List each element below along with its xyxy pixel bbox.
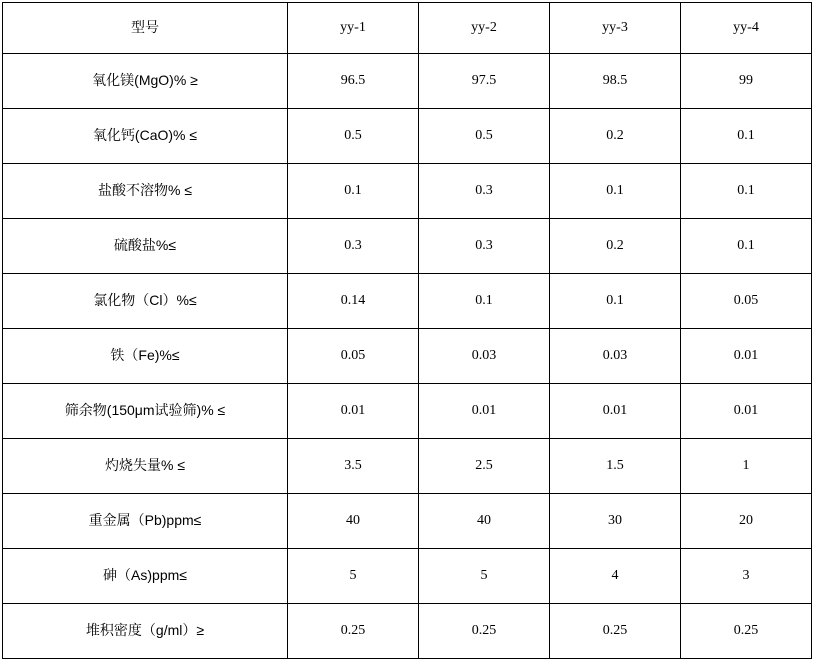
row-value: 0.1 — [681, 219, 812, 274]
row-value: 0.3 — [419, 219, 550, 274]
row-value: 0.1 — [288, 164, 419, 219]
row-label: 盐酸不溶物% ≤ — [3, 164, 288, 219]
table-row — [3, 219, 812, 274]
row-value: 3.5 — [288, 439, 419, 494]
row-value: 98.5 — [550, 54, 681, 109]
header-model-2: yy-2 — [419, 3, 550, 54]
row-label: 砷（As)ppm≤ — [3, 549, 288, 604]
row-label: 重金属（Pb)ppm≤ — [3, 494, 288, 549]
row-value: 99 — [681, 54, 812, 109]
row-value: 0.3 — [419, 164, 550, 219]
row-value: 0.1 — [681, 109, 812, 164]
row-value: 0.01 — [681, 384, 812, 439]
row-value: 40 — [419, 494, 550, 549]
row-value: 0.3 — [288, 219, 419, 274]
row-label: 筛余物(150μm试验筛)% ≤ — [3, 384, 288, 439]
row-value: 5 — [288, 549, 419, 604]
row-value: 97.5 — [419, 54, 550, 109]
row-label: 氧化钙(CaO)% ≤ — [3, 109, 288, 164]
row-value: 0.01 — [288, 384, 419, 439]
row-label: 氧化镁(MgO)% ≥ — [3, 54, 288, 109]
row-value: 0.25 — [419, 604, 550, 659]
table-row — [3, 604, 812, 659]
row-label: 硫酸盐%≤ — [3, 219, 288, 274]
row-value: 1.5 — [550, 439, 681, 494]
header-model-4: yy-4 — [681, 3, 812, 54]
row-value: 3 — [681, 549, 812, 604]
row-value: 0.01 — [681, 329, 812, 384]
table-row — [3, 549, 812, 604]
table-row — [3, 164, 812, 219]
row-value: 0.2 — [550, 109, 681, 164]
table-row — [3, 384, 812, 439]
row-value: 0.25 — [288, 604, 419, 659]
row-value: 0.01 — [419, 384, 550, 439]
table-row — [3, 329, 812, 384]
row-value: 0.25 — [681, 604, 812, 659]
table-header-row — [3, 3, 812, 54]
row-value: 0.05 — [288, 329, 419, 384]
row-value: 40 — [288, 494, 419, 549]
row-value: 30 — [550, 494, 681, 549]
row-value: 0.05 — [681, 274, 812, 329]
row-value: 0.14 — [288, 274, 419, 329]
table-row — [3, 494, 812, 549]
row-value: 96.5 — [288, 54, 419, 109]
header-model-1: yy-1 — [288, 3, 419, 54]
row-value: 4 — [550, 549, 681, 604]
row-label: 氯化物（Cl）%≤ — [3, 274, 288, 329]
row-value: 0.1 — [550, 164, 681, 219]
specification-table — [2, 2, 812, 659]
table-row — [3, 439, 812, 494]
row-value: 5 — [419, 549, 550, 604]
row-value: 0.2 — [550, 219, 681, 274]
row-value: 0.25 — [550, 604, 681, 659]
row-value: 0.1 — [550, 274, 681, 329]
header-label-column: 型号 — [3, 3, 288, 54]
header-model-3: yy-3 — [550, 3, 681, 54]
row-value: 0.5 — [288, 109, 419, 164]
row-value: 0.01 — [550, 384, 681, 439]
row-value: 0.03 — [550, 329, 681, 384]
row-label: 铁（Fe)%≤ — [3, 329, 288, 384]
row-label: 灼烧失量% ≤ — [3, 439, 288, 494]
row-value: 0.1 — [681, 164, 812, 219]
row-label: 堆积密度（g/ml）≥ — [3, 604, 288, 659]
document-page — [0, 2, 814, 651]
row-value: 20 — [681, 494, 812, 549]
table-row — [3, 109, 812, 164]
table-row — [3, 274, 812, 329]
table-row — [3, 54, 812, 109]
row-value: 0.1 — [419, 274, 550, 329]
row-value: 0.5 — [419, 109, 550, 164]
row-value: 2.5 — [419, 439, 550, 494]
row-value: 0.03 — [419, 329, 550, 384]
row-value: 1 — [681, 439, 812, 494]
